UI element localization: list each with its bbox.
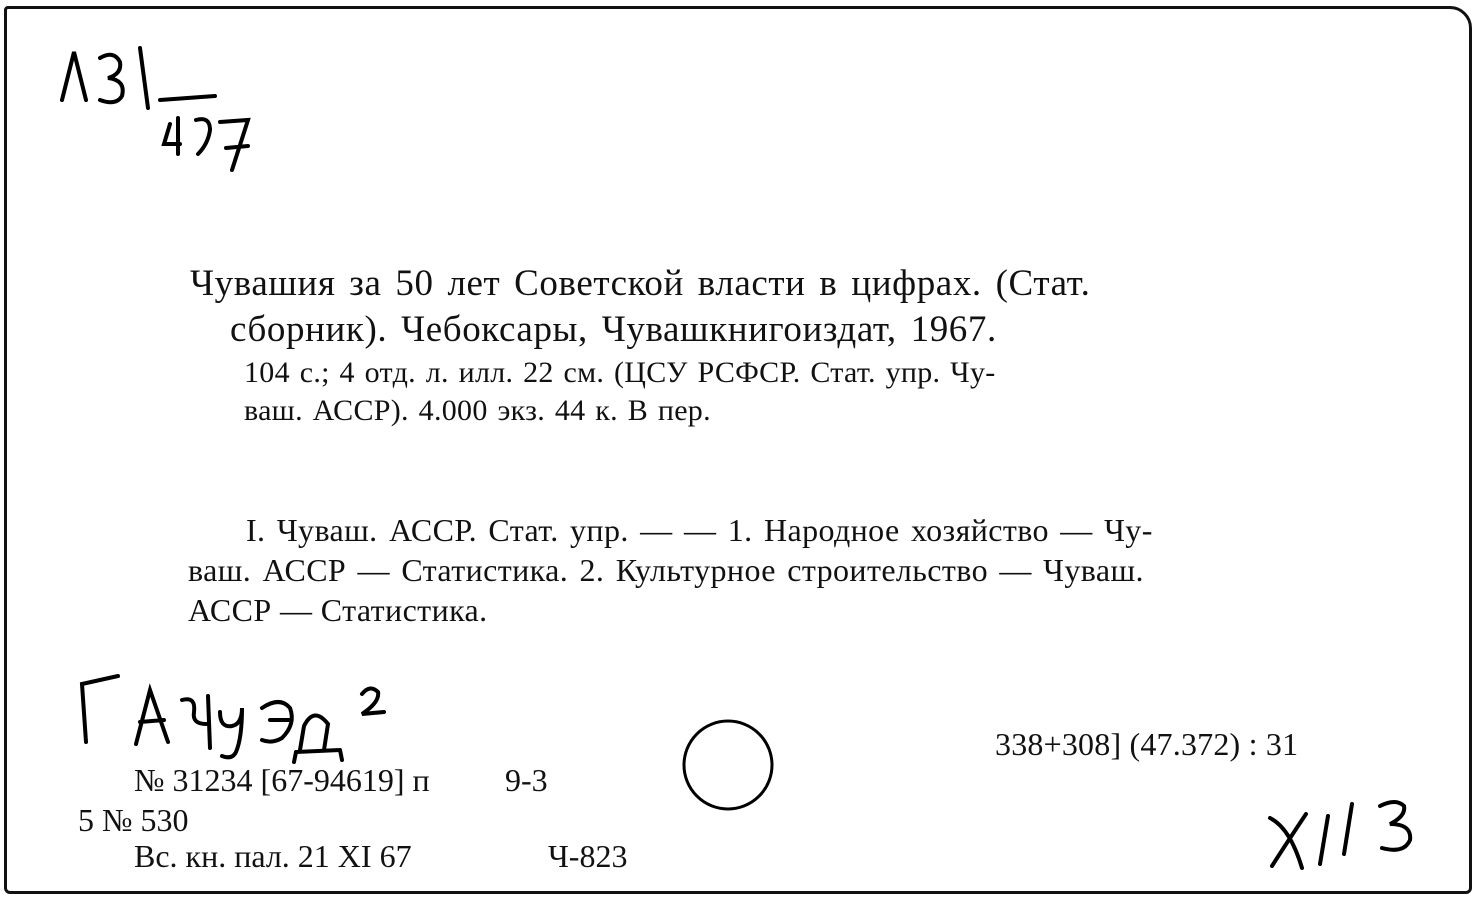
collation-line-1: 104 с.; 4 отд. л. илл. 22 см. (ЦСУ РСФСР. Стат. упр. Чу- — [244, 356, 996, 389]
tracings-line-2: ваш. АССР — Статистика. 2. Культурное строительство — Чуваш. — [188, 552, 1144, 588]
classification-code: 338+308] (47.372) : 31 — [995, 726, 1299, 762]
collation-line-2: ваш. АССР). 4.000 экз. 44 к. В пер. — [244, 394, 711, 427]
tracings-line-3: АССР — Статистика. — [188, 592, 488, 628]
print-code: Ч-823 — [548, 838, 628, 874]
library-handwriting — [82, 676, 384, 762]
title-line-1: Чувашия за 50 лет Советской власти в цифрах. (Стат. — [190, 263, 1091, 304]
print-run: Вс. кн. пал. 21 XI 67 — [134, 838, 412, 874]
circle-stamp — [684, 721, 772, 809]
order-number: 5 № 530 — [78, 802, 189, 838]
tracings-line-1: I. Чуваш. АССР. Стат. упр. — — 1. Народное хозяйство — Чу- — [246, 512, 1153, 548]
title-line-2: сборник). Чебоксары, Чувашкнигоиздат, 1967. — [230, 309, 997, 350]
shelf-handwriting — [1270, 802, 1410, 868]
call-number-handwriting — [62, 48, 248, 170]
registration-suffix: 9-3 — [505, 762, 548, 798]
registration-number: № 31234 [67-94619] п — [134, 762, 430, 798]
